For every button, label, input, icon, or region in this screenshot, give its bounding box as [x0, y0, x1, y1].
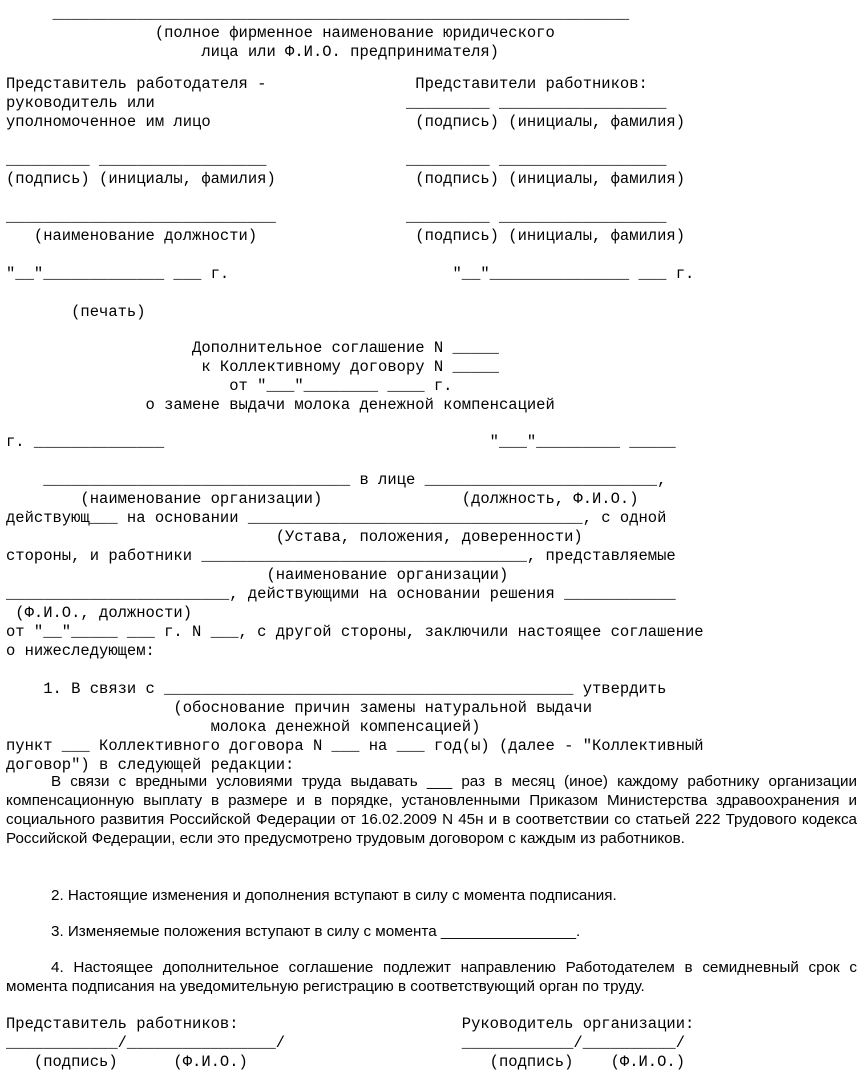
seal-label: (печать): [6, 303, 146, 321]
clause-2: 2. Настоящие изменения и дополнения вступают в силу с момента подписания.: [51, 887, 617, 904]
preamble-line: г. ______________ "___"_________ _____: [6, 433, 676, 451]
agreement-title: к Коллективному договору N _____: [6, 358, 499, 376]
preamble-line: (Ф.И.О., должности): [6, 604, 193, 622]
preamble-line: (наименование организации) (должность, Ф.И.О.): [6, 490, 639, 508]
approvals-block: [6, 75, 694, 322]
clause-1-line: пункт ___ Коллективного договора N ___ на ___ год(ы) (далее - "Коллективный: [6, 737, 704, 755]
signatures-block: [6, 1015, 694, 1072]
preamble-block: [6, 433, 704, 775]
approval-date-line: "__"_____________ ___ г. "__"_______________ ___ г.: [6, 265, 695, 283]
org-name-line: ______________________________________________________________: [6, 5, 630, 23]
clause-1-line: молока денежной компенсацией): [6, 718, 481, 736]
agreement-title: Дополнительное соглашение N _____: [6, 339, 499, 357]
preamble-line: ________________________, действующими на основании решения ____________: [6, 585, 676, 603]
preamble-line: (наименование организации): [6, 566, 509, 584]
agreement-title: от "___"________ ____ г.: [6, 377, 453, 395]
approval-line: (подпись) (инициалы, фамилия) (подпись) (инициалы, фамилия): [6, 170, 686, 188]
org-name-caption: (полное фирменное наименование юридического: [6, 24, 555, 42]
approval-line: Представитель работодателя - Представители работников:: [6, 75, 648, 93]
agreement-title-block: [6, 339, 555, 415]
clause-1-line: договор") в следующей редакции:: [6, 756, 295, 774]
preamble-line: от "__"_____ ___ г. N ___, с другой стороны, заключили настоящее соглашение: [6, 623, 704, 641]
clause-1-line: (обоснование причин замены натуральной выдачи: [6, 699, 592, 717]
preamble-line: стороны, и работники ___________________________________, представляемые: [6, 547, 676, 565]
org-name-caption: лица или Ф.И.О. предпринимателя): [6, 43, 499, 61]
approval-line: _________ __________________ _________ __________________: [6, 151, 667, 169]
approval-line: руководитель или _________ __________________: [6, 94, 667, 112]
clause-1-line: 1. В связи с ____________________________________________ утвердить: [6, 680, 667, 698]
clause-4: 4. Настоящее дополнительное соглашение подлежит направлению Работодателем в семидневный срок с момента подписания на уведомительную регистрацию в соответствующий орган по труду.: [6, 959, 857, 995]
clause-3: 3. Изменяемые положения вступают в силу с момента ________________.: [51, 923, 581, 940]
approval-line: _____________________________ _________ __________________: [6, 208, 667, 226]
approval-line: (наименование должности) (подпись) (инициалы, фамилия): [6, 227, 686, 245]
approval-line: уполномоченное им лицо (подпись) (инициалы, фамилия): [6, 113, 686, 131]
signature-heading: Представитель работников: Руководитель организации:: [6, 1015, 695, 1033]
agreement-subject: о замене выдачи молока денежной компенсацией: [6, 396, 555, 414]
quoted-clause-paragraph: В связи с вредными условиями труда выдавать ___ раз в месяц (иное) каждому работнику организации компенсационную выплату в размере и в порядке, установленными Приказом Министерства здравоохранения и социального развития Российской Федерации от 16.02.2009 N 45н и в соответствии со статьей 222 Трудового кодекса Российской Федерации, если это предусмотрено трудовым договором с каждым из работников.: [6, 773, 857, 847]
preamble-line: (Устава, положения, доверенности): [6, 528, 583, 546]
signature-caption: (подпись) (Ф.И.О.) (подпись) (Ф.И.О.): [6, 1053, 686, 1071]
preamble-line: действующ___ на основании ____________________________________, с одной: [6, 509, 667, 527]
signature-line: ____________/________________/ ____________/__________/: [6, 1034, 686, 1052]
preamble-line: _________________________________ в лице _________________________,: [6, 471, 667, 489]
preamble-line: о нижеследующем:: [6, 642, 155, 660]
org-name-block: [6, 5, 629, 62]
